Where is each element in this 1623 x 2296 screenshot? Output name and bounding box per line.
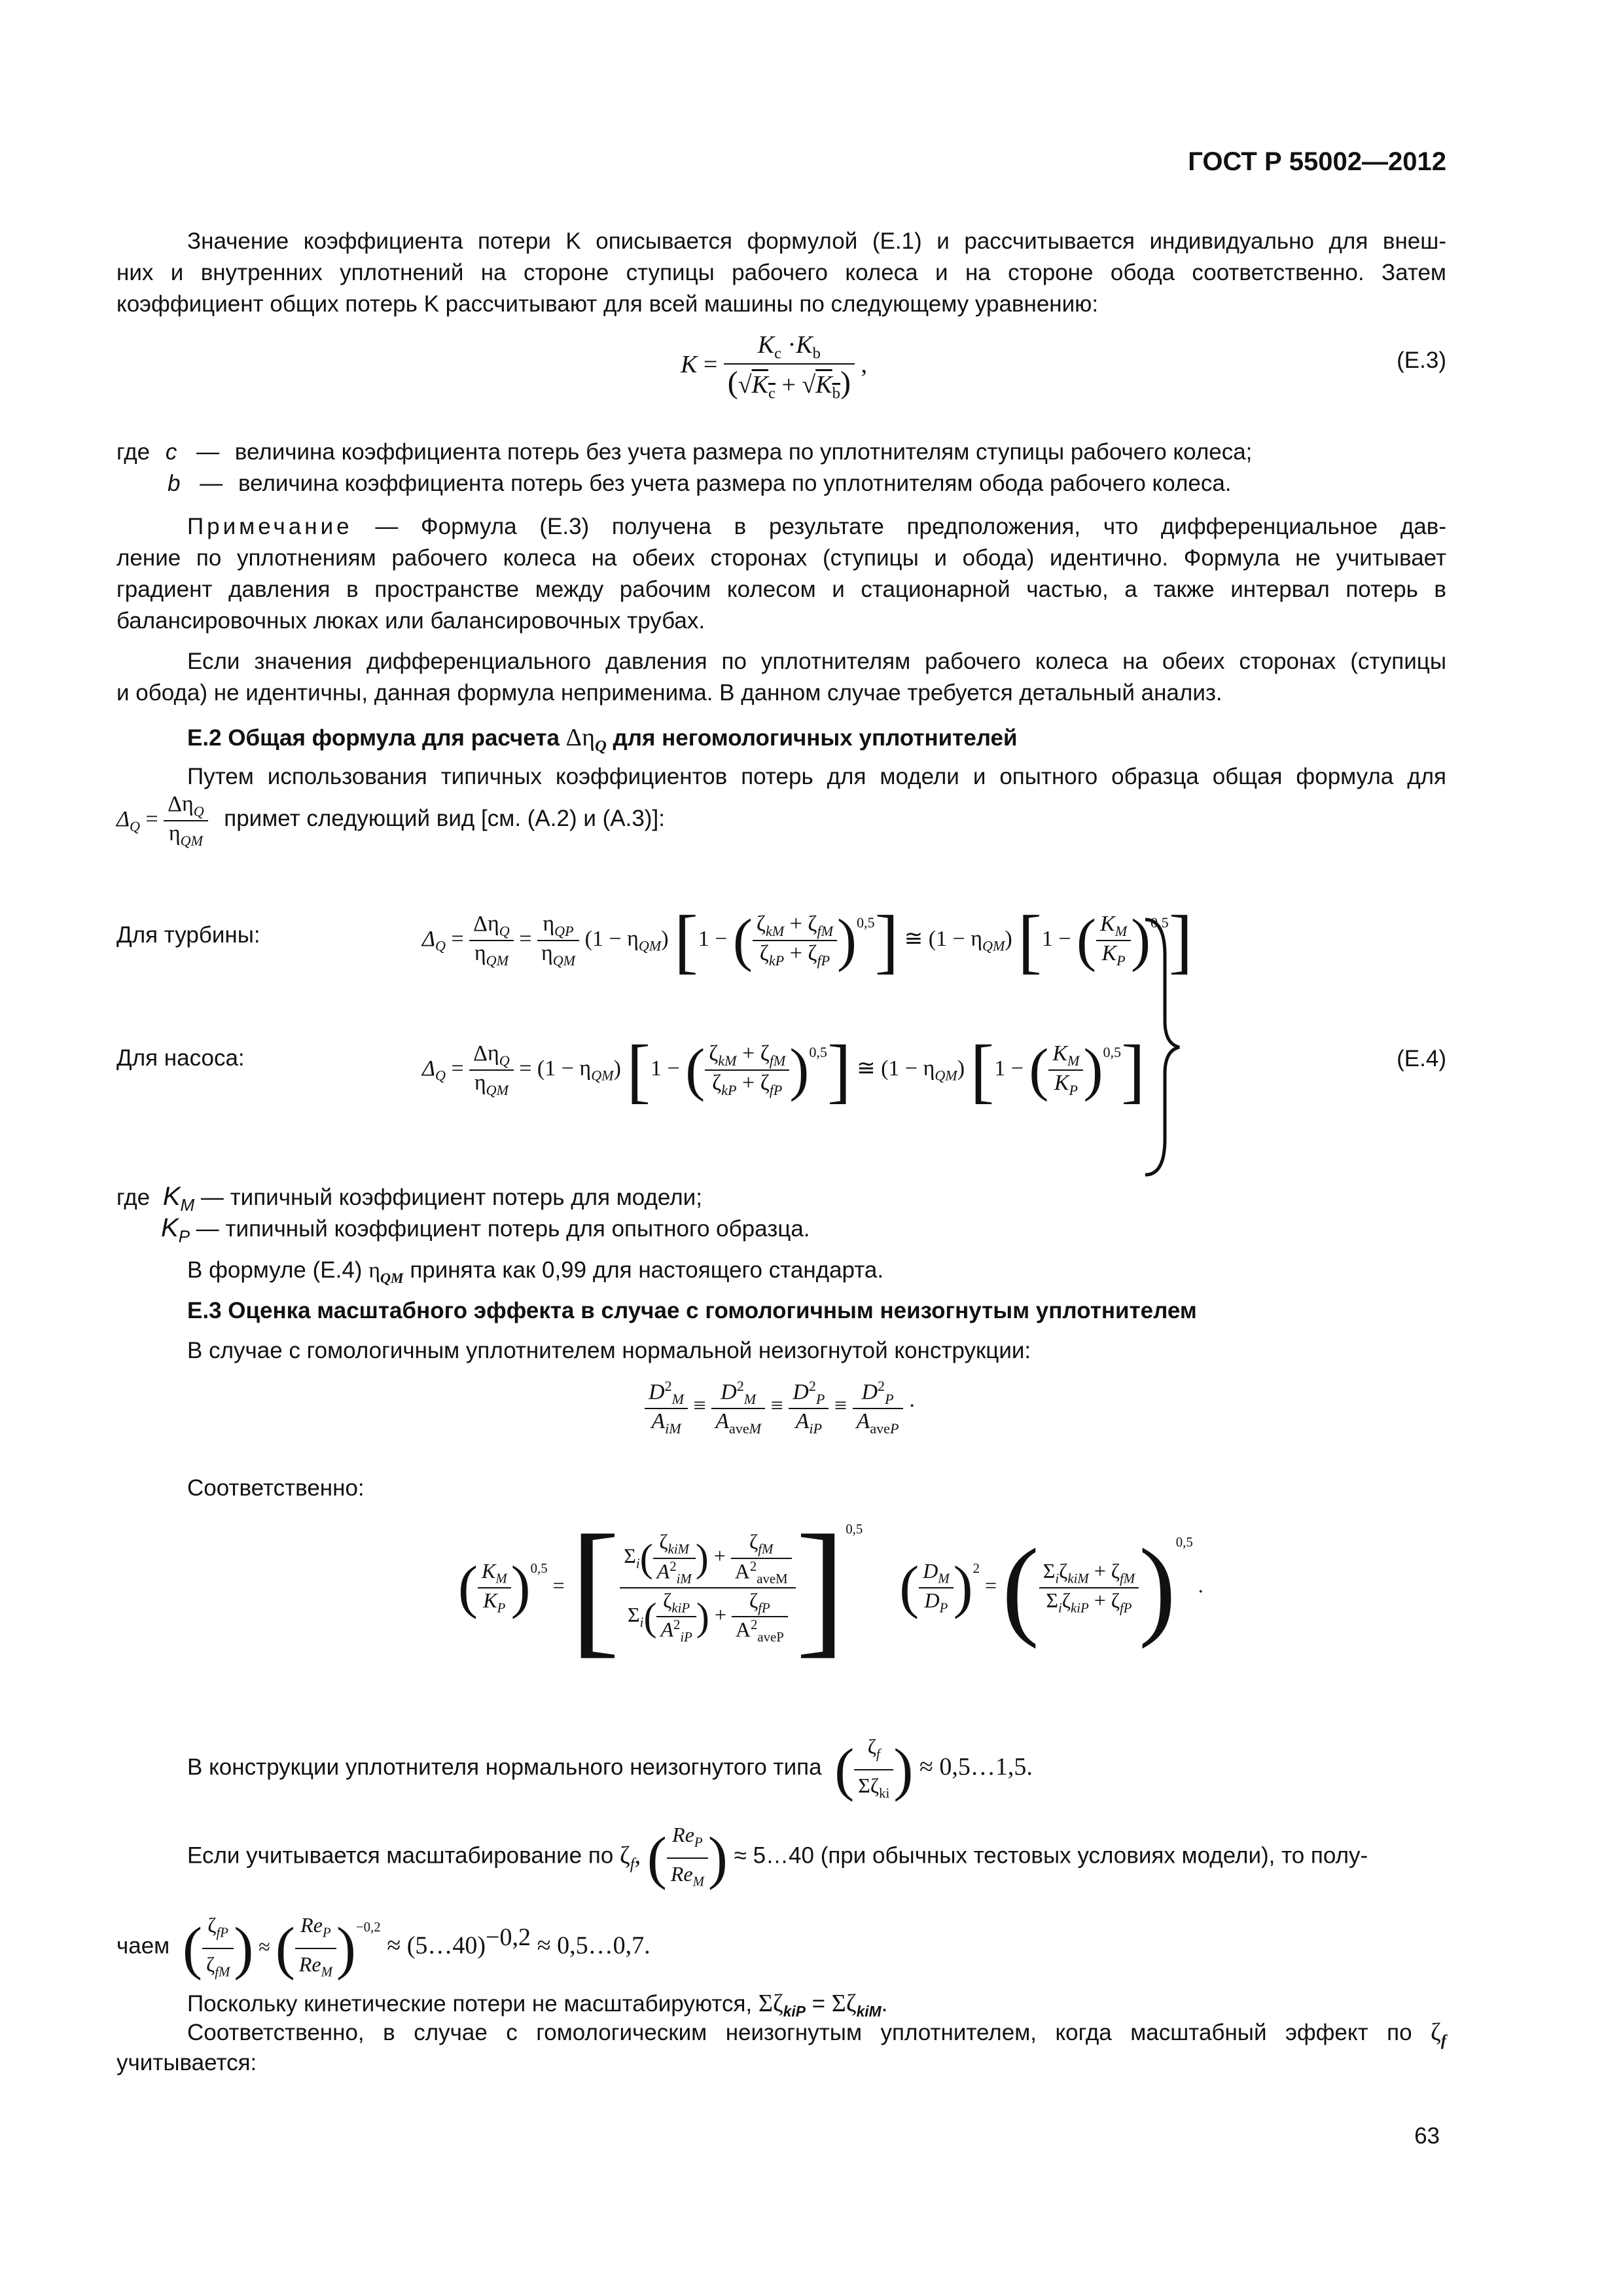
delta-q-definition: $\Delta_Q$ = $\frac{\Delta\eta_Q}{\eta_{QM}}$ примет следующий вид [см. (А.2) и (А.3)]: [116, 792, 665, 849]
equation-pump: $\Delta_Q$ = $\frac{\Delta\eta_Q}{\eta_{QM}}$ = $(1 - \eta_{QM})$ [1 − ( $\frac{\zeta_{kM} + \zeta_{fM}}{\zeta_{kP} + \zeta_{fP}}$ )$^{0,5}$] ≅ $(1 - \eta_{QM})$ [1 − ( $\frac{K_M}{K_P}$ )$^{0,5}$] [422, 1030, 1145, 1110]
paragraph-loss-coefficient: Значение коэффициента потери K описывается формулой (Е.1) и рассчитывается индивидуально для внеш- [187, 228, 1446, 254]
turbine-label: Для турбины: [116, 922, 260, 948]
paragraph-line: Соответственно, в случае с гомологическим неизогнутым уплотнителем, когда масштабный эффект по $\zeta_f$ [187, 2018, 1446, 2050]
note-line: градиент давления в пространстве между рабочим колесом и стационарной частью, а также интервал потерь в [116, 577, 1446, 602]
design-line: В конструкции уплотнителя нормального неизогнутого типа ( $\frac{\zeta_f}{\Sigma\zeta_{ki}}$ ) ≈ 0,5…1,5. [187, 1731, 1033, 1809]
section-e3-title: Е.3 Оценка масштабного эффекта в случае с гомологичным неизогнутым уплотнителем [187, 1298, 1197, 1323]
kinetic-line: Поскольку кинетические потери не масштабируются, $\Sigma\zeta_{kiP} = \Sigma\zeta_{kiM}$. [187, 1990, 888, 2020]
standard-number: ГОСТ Р 55002—2012 [1188, 147, 1446, 176]
paragraph-line: коэффициент общих потерь K рассчитывают для всей машины по следующему уравнению: [116, 291, 1099, 317]
note-line: ление по уплотнениям рабочего колеса на обеих сторонах (ступицы и обода) идентично. Формула не учитывает [116, 545, 1446, 571]
pump-label: Для насоса: [116, 1045, 245, 1071]
equation-homologous: $\frac{D^2_M}{A_{iM}}$ ≡ $\frac{D^2_M}{A_{aveM}}$ ≡ $\frac{D^2_P}{A_{iP}}$ ≡ $\frac{D^2_P}{A_{aveP}}$ · [645, 1378, 916, 1437]
note-line: балансировочных люках или балансировочных трубах. [116, 608, 705, 634]
where-b: b — величина коэффициента потерь без учета размера по уплотнителям обода рабочего колеса. [168, 471, 1232, 496]
where-kp: $K_P$ — типичный коэффициент потерь для опытного образца. [161, 1213, 810, 1246]
scaling-line: Если учитывается масштабирование по $\zeta_f$, ( $\frac{Re_P}{Re_M}$ ) ≈ 5…40 (при обычных тестовых условиях модели), то полу- [187, 1820, 1368, 1897]
page-number: 63 [1414, 2123, 1440, 2149]
where-c: где c — величина коэффициента потерь без учета размера по уплотнителям ступицы рабочего колеса; [116, 439, 1253, 465]
paragraph-line: них и внутренних уплотнений на стороне ступицы рабочего колеса и на стороне обода соответственно. Затем [116, 260, 1446, 285]
formula-note: В формуле (Е.4) $\eta_{QM}$ принята как 0,99 для настоящего стандарта. [187, 1257, 884, 1286]
paragraph-line: В случае с гомологичным уплотнителем нормальной неизогнутой конструкции: [187, 1338, 1031, 1363]
equation-e3: K = $\frac{K_c \cdot K_b}{(√K_c + √K_b)}$ , [681, 331, 867, 403]
obtain-line: чаем ( $\frac{\zeta_{fP}}{\zeta_{fM}}$ ) ≈ ( $\frac{Re_P}{Re_M}$ )$^{-0,2}$ ≈ (5…40)$^{-0,2}$ ≈ 0,5…0,7. [116, 1910, 651, 1988]
paragraph-line: Путем использования типичных коэффициентов потерь для модели и опытного образца общая формула для [187, 764, 1446, 789]
where-km: где $K_M$ — типичный коэффициент потерь для модели; [116, 1182, 702, 1215]
curly-brace [1139, 916, 1185, 1178]
paragraph-line: учитывается: [116, 2050, 257, 2075]
note-line: Примечание — Формула (Е.3) получена в результате предположения, что дифференциальное дав- [187, 514, 1446, 539]
equation-km-kp: ( $\frac{K_M}{K_P}$ )$^{0,5}$ = [ $\Sigma_i$( $\frac{\zeta_{kiM}}{A^2_{iM}}$ ) + $\frac{\zeta_{fM}}{A^2_{aveM}}$ $\Sigma_i$( $\frac{\zeta_{kiP}}{A^2_{iP}}$ ) + $\frac{\zeta_{fP}}{A^2_{aveP}}$ ]$^{0,5}$ ( $\frac{D_M}{D_P}$ )$^2$ = ( $\frac{\Sigma_i\zeta_{kiM} + \zeta_{fM}}{\Sigma_i\zeta_{kiP} + \zeta_{fP}}$ )$^{0,5}$ . [458, 1503, 1204, 1671]
paragraph-line: и обода) не идентичны, данная формула неприменима. В данном случае требуется детальный анализ. [116, 680, 1222, 706]
equation-number: (Е.3) [1397, 348, 1446, 373]
accordingly-label: Соответственно: [187, 1475, 365, 1501]
equation-number: (Е.4) [1397, 1046, 1446, 1071]
equation-turbine: $\Delta_Q$ = $\frac{\Delta\eta_Q}{\eta_{QM}}$ = $\frac{\eta_{QP}}{\eta_{QM}}$ $(1 - \eta_{QM})$ [1 − ( $\frac{\zeta_{kM} + \zeta_{fM}}{\zeta_{kP} + \zeta_{fP}}$ )$^{0,5}$] ≅ $(1 - \eta_{QM})$ [1 − ( $\frac{K_M}{K_P}$ )$^{0,5}$] [422, 901, 1193, 980]
paragraph-line: Если значения дифференциального давления по уплотнителям рабочего колеса на обеих сторонах (ступицы [187, 649, 1446, 674]
section-e2-title: Е.2 Общая формула для расчета $\Delta\eta_Q$ для негомологичных уплотнителей [187, 724, 1018, 755]
